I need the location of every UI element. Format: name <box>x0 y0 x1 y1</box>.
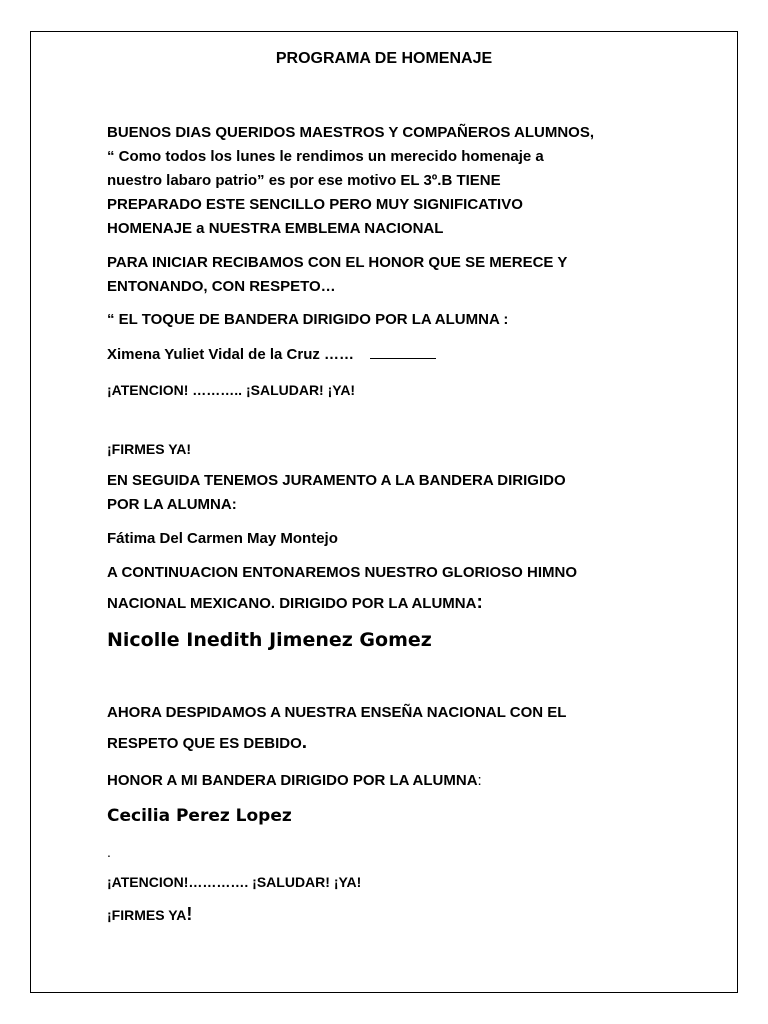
despedida-line-2 <box>107 731 307 756</box>
intro-line: nuestro labaro patrio” es por ese motivo EL 3º.B TIENE <box>107 172 501 189</box>
stray-dot: . <box>107 844 111 860</box>
intro-line: PREPARADO ESTE SENCILLO PERO MUY SIGNIFICATIVO <box>107 196 523 213</box>
student-2-name: Fátima Del Carmen May Montejo <box>107 530 338 547</box>
honor-colon: : <box>477 772 482 789</box>
honor-line-text: HONOR A MI BANDERA DIRIGIDO POR LA ALUMNA <box>107 772 478 789</box>
command-1: ¡ATENCION! ……….. ¡SALUDAR! ¡YA! <box>107 382 356 398</box>
signature-blank <box>370 344 436 359</box>
firmes-2-text: ¡FIRMES YA <box>107 907 187 923</box>
intro-line: HOMENAJE a NUESTRA EMBLEMA NACIONAL <box>107 220 444 237</box>
page-title: PROGRAMA DE HOMENAJE <box>275 50 493 67</box>
himno-line-2 <box>107 591 483 616</box>
honor-line <box>107 769 482 793</box>
student-1-line <box>107 343 436 367</box>
juramento-line: EN SEGUIDA TENEMOS JURAMENTO A LA BANDERA DIRIGIDO <box>107 472 566 489</box>
despedida-line-2-text: RESPETO QUE ES DEBIDO <box>107 735 302 752</box>
student-3-name: Nicolle Inedith Jimenez Gomez <box>107 629 432 651</box>
student-4-name: Cecilia Perez Lopez <box>107 806 292 826</box>
despedida-period: . <box>301 732 308 753</box>
command-2: ¡ATENCION!…………. ¡SALUDAR! ¡YA! <box>107 874 362 890</box>
invite-line: PARA INICIAR RECIBAMOS CON EL HONOR QUE SE MERECE Y <box>107 254 568 271</box>
invite-line: ENTONANDO, CON RESPETO… <box>107 278 336 295</box>
himno-line-2-text: NACIONAL MEXICANO. DIRIGIDO POR LA ALUMNA <box>107 595 477 612</box>
juramento-line: POR LA ALUMNA: <box>107 496 237 513</box>
intro-line: “ Como todos los lunes le rendimos un merecido homenaje a <box>107 148 544 165</box>
firmes-2 <box>107 902 192 927</box>
toque-line: “ EL TOQUE DE BANDERA DIRIGIDO POR LA ALUMNA : <box>107 311 509 328</box>
student-1-name: Ximena Yuliet Vidal de la Cruz …… <box>107 346 355 363</box>
firmes-2-bang: ! <box>186 904 193 924</box>
firmes-1: ¡FIRMES YA! <box>107 441 192 457</box>
himno-colon: : <box>476 592 483 613</box>
himno-line-1: A CONTINUACION ENTONAREMOS NUESTRO GLORIOSO HIMNO <box>107 564 578 581</box>
intro-line: BUENOS DIAS QUERIDOS MAESTROS Y COMPAÑEROS ALUMNOS, <box>107 124 594 141</box>
despedida-line-1: AHORA DESPIDAMOS A NUESTRA ENSEÑA NACIONAL CON EL <box>107 704 567 721</box>
